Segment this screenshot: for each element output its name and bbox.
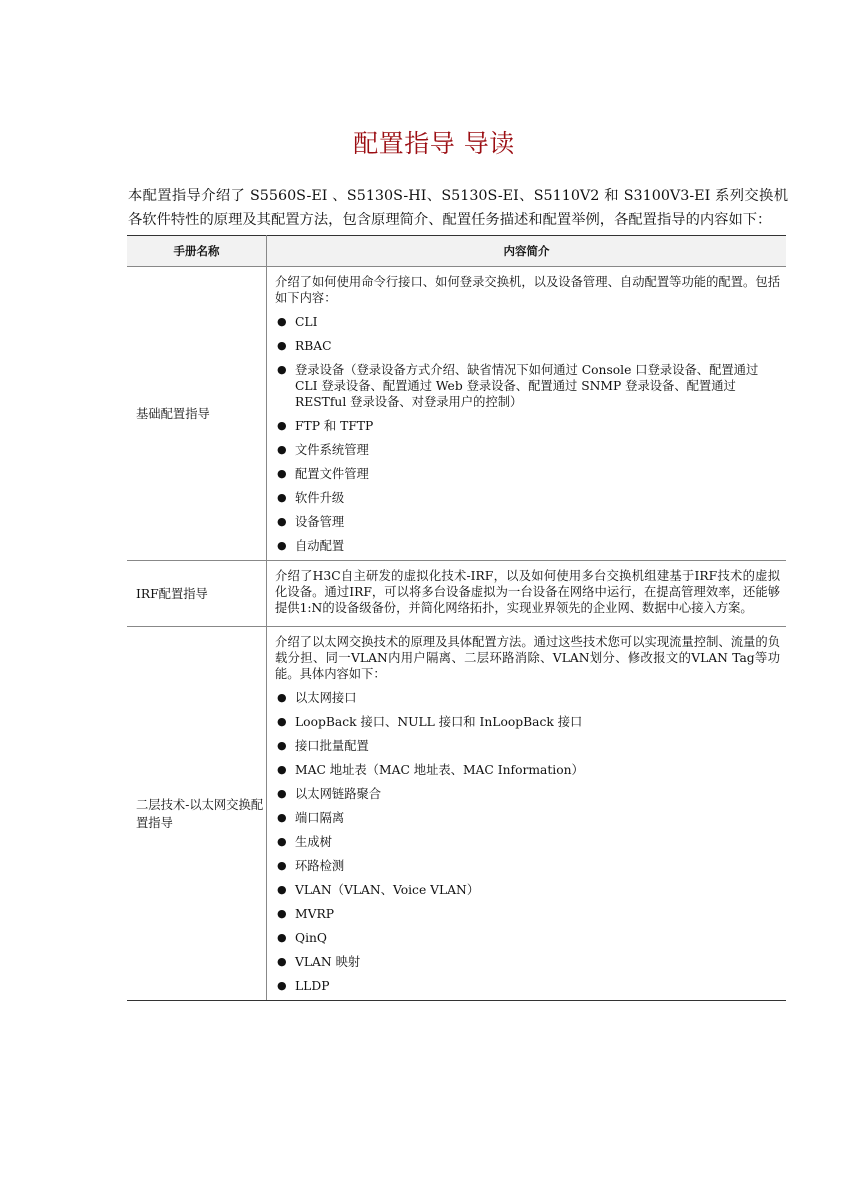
list-item-label: VLAN（VLAN、Voice VLAN） xyxy=(295,883,480,897)
list-item xyxy=(275,338,780,354)
table-header-row xyxy=(127,236,786,267)
bullet-icon: ● xyxy=(277,315,287,328)
bullet-icon: ● xyxy=(277,339,287,352)
list-item xyxy=(275,834,780,850)
bullet-icon: ● xyxy=(277,363,287,376)
list-item-label: 自动配置 xyxy=(295,539,345,553)
list-item-label: 登录设备（登录设备方式介绍、缺省情况下如何通过 Console 口登录设备、配置通过 CLI 登录设备、配置通过 Web 登录设备、配置通过 SNMP 登录设备、配置通过 RESTful 登录设备、对登录用户的控制） xyxy=(295,363,759,409)
list-item xyxy=(275,490,780,506)
list-item-label: 接口批量配置 xyxy=(295,739,369,753)
list-item xyxy=(275,442,780,458)
list-item xyxy=(275,362,780,410)
list-item xyxy=(275,930,780,946)
list-item-label: 以太网链路聚合 xyxy=(295,787,382,801)
list-item xyxy=(275,690,780,706)
list-item xyxy=(275,714,780,730)
list-item xyxy=(275,810,780,826)
manual-name-cell: 基础配置指导 xyxy=(127,267,267,561)
header-content-summary: 内容简介 xyxy=(267,236,787,267)
content-summary-cell xyxy=(267,627,787,1001)
table-row xyxy=(127,627,786,1001)
bullet-icon: ● xyxy=(277,931,287,944)
content-list xyxy=(275,314,780,554)
list-item xyxy=(275,418,780,434)
bullet-icon: ● xyxy=(277,515,287,528)
list-item xyxy=(275,906,780,922)
list-item-label: MAC 地址表（MAC 地址表、MAC Information） xyxy=(295,763,584,777)
bullet-icon: ● xyxy=(277,419,287,432)
content-summary-cell xyxy=(267,561,787,627)
list-item xyxy=(275,738,780,754)
list-item xyxy=(275,762,780,778)
manual-name-cell: 二层技术-以太网交换配置指导 xyxy=(127,627,267,1001)
content-summary-cell xyxy=(267,267,787,561)
summary-text: 介绍了H3C自主研发的虚拟化技术-IRF，以及如何使用多台交换机组建基于IRF技术的虚拟化设备。通过IRF，可以将多台设备虚拟为一台设备在网络中运行，在提高管理效率，还能够提供1:N的设备级备份，并简化网络拓扑，实现业界领先的企业网、数据中心接入方案。 xyxy=(275,569,780,615)
bullet-icon: ● xyxy=(277,443,287,456)
list-item-label: LLDP xyxy=(295,979,330,993)
bullet-icon: ● xyxy=(277,467,287,480)
list-item xyxy=(275,466,780,482)
list-item-label: 配置文件管理 xyxy=(295,467,369,481)
list-item-label: 环路检测 xyxy=(295,859,345,873)
table-row xyxy=(127,267,786,561)
bullet-icon: ● xyxy=(277,787,287,800)
bullet-icon: ● xyxy=(277,979,287,992)
list-item xyxy=(275,978,780,994)
summary-text: 介绍了如何使用命令行接口、如何登录交换机，以及设备管理、自动配置等功能的配置。包括如下内容： xyxy=(275,275,780,305)
list-item-label: 端口隔离 xyxy=(295,811,345,825)
list-item-label: FTP 和 TFTP xyxy=(295,419,374,433)
list-item-label: 以太网接口 xyxy=(295,691,357,705)
bullet-icon: ● xyxy=(277,907,287,920)
list-item xyxy=(275,514,780,530)
list-item-label: 生成树 xyxy=(295,835,332,849)
list-item-label: 文件系统管理 xyxy=(295,443,369,457)
list-item-label: MVRP xyxy=(295,907,335,921)
list-item xyxy=(275,858,780,874)
bullet-icon: ● xyxy=(277,835,287,848)
list-item-label: 设备管理 xyxy=(295,515,345,529)
bullet-icon: ● xyxy=(277,763,287,776)
manual-name-cell: IRF配置指导 xyxy=(127,561,267,627)
intro-paragraph: 本配置指导介绍了 S5560S-EI 、S5130S-HI、S5130S-EI、S5110V2 和 S3100V3-EI 系列交换机各软件特性的原理及其配置方法，包含原理简介、配置任务描述和配置举例，各配置指导的内容如下： xyxy=(128,188,788,228)
bullet-icon: ● xyxy=(277,691,287,704)
list-item xyxy=(275,882,780,898)
bullet-icon: ● xyxy=(277,739,287,752)
list-item xyxy=(275,954,780,970)
bullet-icon: ● xyxy=(277,539,287,552)
guide-table xyxy=(127,235,786,1001)
bullet-icon: ● xyxy=(277,955,287,968)
header-manual-name: 手册名称 xyxy=(127,236,267,267)
bullet-icon: ● xyxy=(277,859,287,872)
list-item-label: 软件升级 xyxy=(295,491,345,505)
list-item-label: CLI xyxy=(295,315,318,329)
list-item xyxy=(275,538,780,554)
bullet-icon: ● xyxy=(277,491,287,504)
list-item-label: LoopBack 接口、NULL 接口和 InLoopBack 接口 xyxy=(295,715,583,729)
list-item xyxy=(275,314,780,330)
list-item-label: RBAC xyxy=(295,339,332,353)
list-item-label: VLAN 映射 xyxy=(295,955,361,969)
bullet-icon: ● xyxy=(277,715,287,728)
table-row xyxy=(127,561,786,627)
list-item xyxy=(275,786,780,802)
content-list xyxy=(275,690,780,994)
page-title: 配置指导 导读 xyxy=(353,129,515,158)
summary-text: 介绍了以太网交换技术的原理及具体配置方法。通过这些技术您可以实现流量控制、流量的负载分担、同一VLAN内用户隔离、二层环路消除、VLAN划分、修改报文的VLAN Tag等功能。具体内容如下： xyxy=(275,635,780,681)
bullet-icon: ● xyxy=(277,811,287,824)
bullet-icon: ● xyxy=(277,883,287,896)
list-item-label: QinQ xyxy=(295,931,328,945)
